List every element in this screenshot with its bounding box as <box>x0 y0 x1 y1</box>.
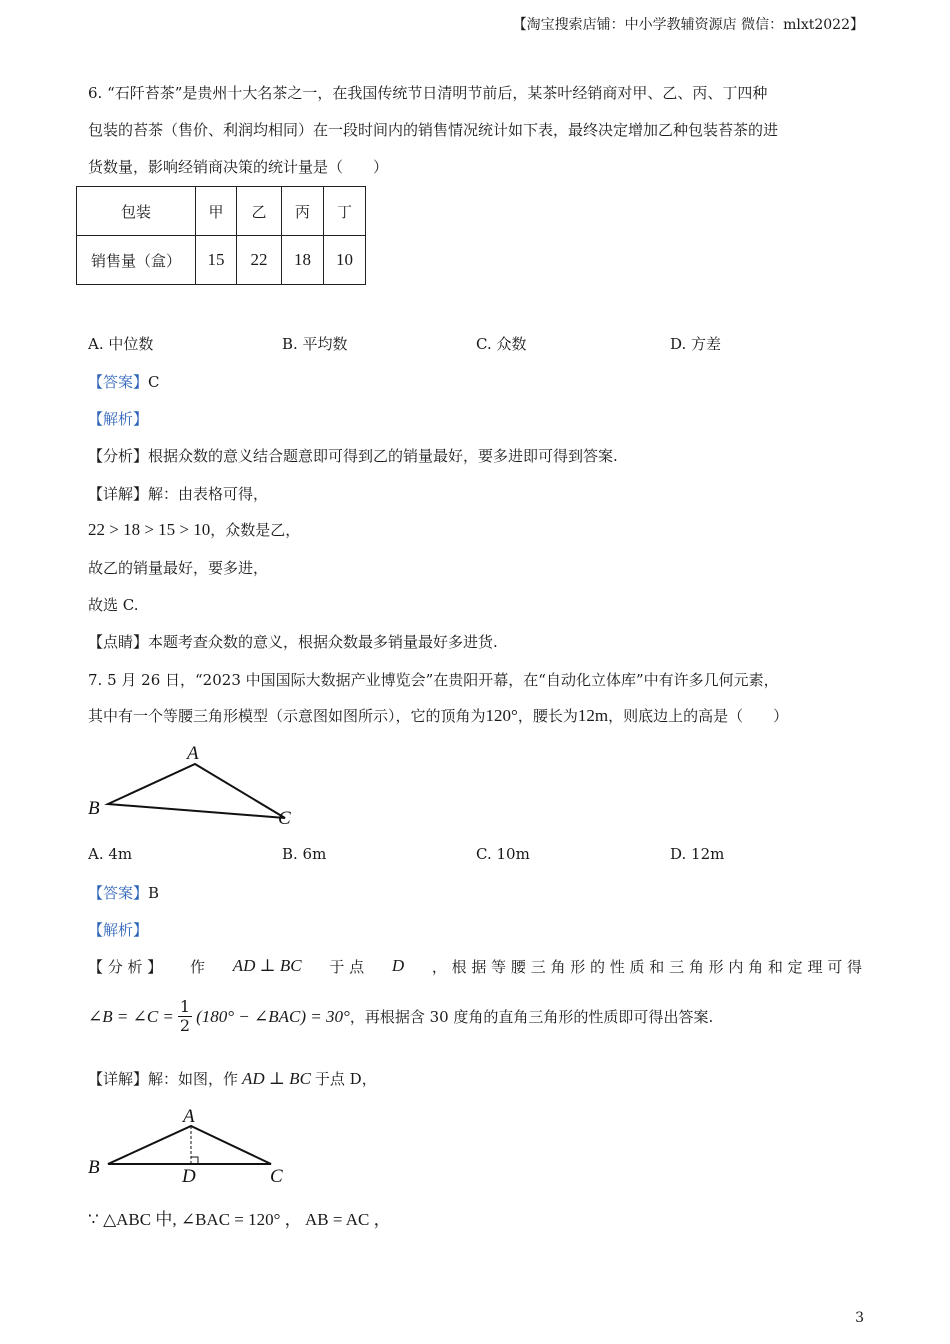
table-header-cell: 包装 <box>77 187 196 236</box>
q6-xiangjie <box>88 483 268 504</box>
q6-option-a: A. 中位数 <box>88 335 154 353</box>
q6-answer <box>88 371 160 392</box>
q7-option-a: A. 4m <box>88 845 133 863</box>
fenxi-text: 根据众数的意义结合题意即可得到乙的销量最好，要多进即可得到答案. <box>148 447 618 465</box>
dianjing-text: 本题考查众数的意义，根据众数最多销量最好多进货. <box>148 633 498 651</box>
vertex-label-a: A <box>187 743 199 764</box>
q7-last-line: ∵ △ABC 中, ∠BAC = 120° ， AB = AC ， <box>88 1210 391 1229</box>
answer-tag: 【答案】 <box>88 373 149 391</box>
table-header-cell: 丙 <box>282 187 324 236</box>
q6-line-1: 6. “石阡苔茶”是贵州十大名茶之一，在我国传统节日清明节前后，某茶叶经销商对甲、乙、丙、丁四种 <box>88 84 768 102</box>
triangle-abc <box>108 764 285 818</box>
q7-line-2 <box>88 705 788 726</box>
q6-conclusion: 故乙的销量最好，要多进， <box>88 559 269 577</box>
q7-line-2-text: ，则底边上的高是（ ） <box>608 707 789 725</box>
q7-option-b: B. 6m <box>282 845 327 863</box>
q6-fenxi <box>88 445 618 466</box>
answer-tag: 【答案】 <box>88 884 149 902</box>
q6-option-d: D. 方差 <box>670 335 722 353</box>
header-watermark: 【淘宝搜索店铺：中小学教辅资源店 微信：mlxt2022】 <box>512 17 864 33</box>
q7-analysis-tag: 【解析】 <box>88 921 149 939</box>
table-header-cell: 乙 <box>237 187 282 236</box>
table-row <box>77 187 366 236</box>
vertex-label-b: B <box>88 1157 100 1178</box>
q7-xiangjie <box>88 1068 377 1089</box>
xiangjie-tag: 【详解】 <box>88 1070 149 1088</box>
fenxi-tag: 【 分 析 】 <box>88 958 163 976</box>
fenxi-post: ， 根 据 等 腰 三 角 形 的 性 质 和 三 角 形 内 角 和 定 理 可 得 <box>431 958 862 976</box>
q7-line-2-text: 其中有一个等腰三角形模型（示意图如图所示），它的顶角为 <box>88 707 486 725</box>
page-number: 3 <box>855 1310 864 1326</box>
table-cell: 15 <box>196 236 237 285</box>
table-cell: 10 <box>324 236 366 285</box>
fraction-denominator: 2 <box>179 1016 191 1035</box>
fraction-one-half <box>178 998 192 1035</box>
triangle-figure <box>80 738 320 833</box>
fraction-numerator: 1 <box>179 997 191 1016</box>
fenxi-tag: 【分析】 <box>88 447 149 465</box>
vertex-label-b: B <box>88 798 100 819</box>
q6-line-3: 货数量，影响经销商决策的统计量是（ ） <box>88 158 389 176</box>
fenxi-point-d: D <box>391 956 405 975</box>
q6-choice: 故选 C. <box>88 596 139 614</box>
fenxi-mid: 于 点 <box>329 958 365 976</box>
q6-inequality-line <box>88 519 300 540</box>
table-row <box>77 236 366 285</box>
sales-table <box>76 186 366 285</box>
fenxi-perpendicular: AD ⊥ BC <box>232 956 302 975</box>
q7-answer <box>88 882 159 903</box>
equation-right: (180° − ∠BAC) = 30° <box>196 1006 350 1026</box>
q6-option-b: B. 平均数 <box>282 335 348 353</box>
q7-line-2-text: ，腰长为 <box>517 707 578 725</box>
triangle-altitude-figure <box>80 1100 310 1190</box>
q7-equation-line <box>88 998 713 1035</box>
xiangjie-perpendicular: AD ⊥ BC <box>242 1069 311 1088</box>
xiangjie-text: 解：由表格可得， <box>148 485 269 503</box>
q7-line-1: 7. 5 月 26 日，“2023 中国国际大数据产业博览会”在贵阳开幕，在“自动化立体库”中有许多几何元素， <box>88 671 779 689</box>
q6-dianjing <box>88 631 498 652</box>
dianjing-tag: 【点睛】 <box>88 633 149 651</box>
answer-value: C <box>148 373 160 391</box>
answer-value: B <box>148 884 160 902</box>
fenxi-pre: 作 <box>190 958 206 976</box>
q6-line-2: 包装的苔茶（售价、利润均相同）在一段时间内的销售情况统计如下表，最终决定增加乙种包装苔茶的进 <box>88 121 779 139</box>
table-header-cell: 丁 <box>324 187 366 236</box>
q6-analysis-tag: 【解析】 <box>88 410 149 428</box>
right-angle-mark <box>191 1157 198 1164</box>
equation-left: ∠B = ∠C = <box>88 1006 174 1026</box>
q7-option-d: D. 12m <box>670 845 725 863</box>
q7-fenxi <box>88 956 862 977</box>
q6-option-c: C. 众数 <box>476 335 527 353</box>
apex-angle: 120° <box>485 706 518 725</box>
leg-length: 12m <box>577 706 609 725</box>
vertex-label-c: C <box>278 808 291 829</box>
table-cell: 销售量（盒） <box>77 236 196 285</box>
xiangjie-tag: 【详解】 <box>88 485 149 503</box>
equation-tail: ，再根据含 30 度角的直角三角形的性质即可得出答案. <box>349 1008 714 1026</box>
q7-option-c: C. 10m <box>476 845 530 863</box>
vertex-label-a: A <box>183 1106 195 1127</box>
xiangjie-pre: 解：如图，作 <box>148 1070 239 1088</box>
table-cell: 18 <box>282 236 324 285</box>
xiangjie-post: 于点 D， <box>314 1070 377 1088</box>
table-cell: 22 <box>237 236 282 285</box>
table-header-cell: 甲 <box>196 187 237 236</box>
vertex-label-c: C <box>270 1166 283 1187</box>
inequality-tail: ，众数是乙， <box>210 521 301 539</box>
triangle-abc <box>108 1126 271 1164</box>
inequality: 22 > 18 > 15 > 10 <box>88 520 211 539</box>
point-label-d: D <box>182 1166 196 1187</box>
